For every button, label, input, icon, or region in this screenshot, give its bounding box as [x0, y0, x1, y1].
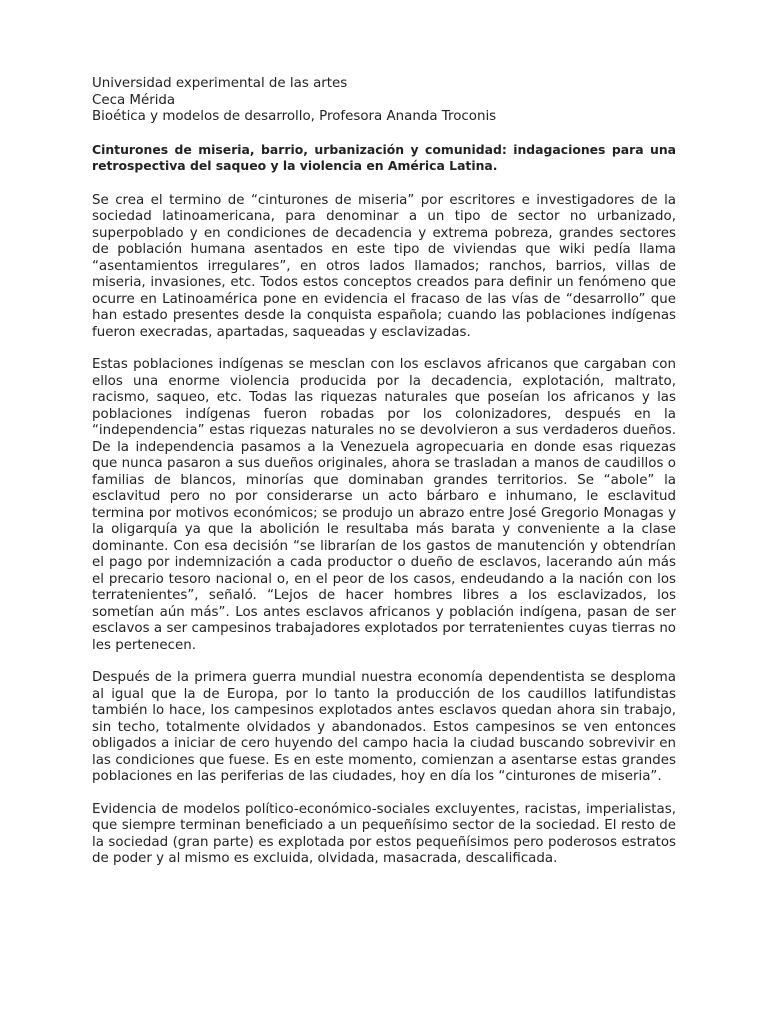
paragraph-3: Después de la primera guerra mundial nuestra economía dependentista se desploma al igual que la de Europa, por lo tanto la producción de los caudillos latifundistas también lo hace, los campesinos explotados antes esclavos quedan ahora sin trabajo, sin techo, totalmente olvidados y abandonados. Estos campesinos se ven entonces obligados a iniciar de cero huyendo del campo hacia la ciudad buscando sobrevivir en las condiciones que fuese. Es en este momento, comienzan a asentarse estas grandes poblaciones en las periferias de las ciudades, hoy en día los “cinturones de miseria”.	[92, 670, 676, 784]
paragraph-2: Estas poblaciones indígenas se mesclan con los esclavos africanos que cargaban con ellos una enorme violencia producida por la decadencia, explotación, maltrato, racismo, saqueo, etc. Todas las riquezas naturales que poseían los africanos y las poblaciones indígenas fueron robadas por los colonizadores, después en la “independencia” estas riquezas naturales no se devolvieron a sus verdaderos dueños. De la independencia pasamos a la Venezuela agropecuaria en donde esas riquezas que nunca pasaron a sus dueños originales, ahora se trasladan a manos de caudillos o familias de blancos, minorías que dominaban grandes territorios. Se “abole” la esclavitud pero no por considerarse un acto bárbaro e inhumano, le esclavitud termina por motivos económicos; se produjo un abrazo entre José Gregorio Monagas y la oligarquía ya que la abolición le resultaba más barata y conveniente a la clase dominante. Con esa decisión “se librarían de los gastos de manutención y obtendrían el pago por indemnización a cada productor o dueño de esclavos, lacerando aún más el precario tesoro nacional o, en el peor de los casos, endeudando a la nación con los terratenientes”, señaló. “Lejos de hacer hombres libres a los esclavizados, los sometían aún más”. Los antes esclavos africanos y población indígena, pasan de ser esclavos a ser campesinos trabajadores explotados por terratenientes cuyas tierras no les pertenecen.	[92, 357, 676, 653]
essay-title: Cinturones de miseria, barrio, urbanización y comunidad: indagaciones para una retrospectiva del saqueo y la violencia en América Latina.	[92, 141, 676, 173]
university-name: Universidad experimental de las artes	[92, 76, 348, 91]
campus-name: Ceca Mérida	[92, 92, 176, 108]
course-and-professor: Bioética y modelos de desarrollo, Profesora Ananda Troconis	[92, 109, 497, 124]
paragraph-1: Se crea el termino de “cinturones de miseria” por escritores e investigadores de la sociedad latinoamericana, para denominar a un tipo de sector no urbanizado, superpoblado y en condiciones de decadencia y extrema pobreza, grandes sectores de población humana asentados en este tipo de viviendas que wiki pedía llama “asentamientos irregulares”, en otros lados llamados; ranchos, barrios, villas de miseria, invasiones, etc. Todos estos conceptos creados para definir un fenómeno que ocurre en Latinoamérica pone en evidencia el fracaso de las vías de “desarrollo” que han estado presentes desde la conquista española; cuando las poblaciones indígenas fueron execradas, apartadas, saqueadas y esclavizadas.	[92, 192, 676, 340]
document-header	[92, 76, 676, 126]
document-page	[92, 76, 676, 868]
paragraph-4: Evidencia de modelos político-económico-sociales excluyentes, racistas, imperialistas, que siempre terminan beneficiado a un pequeñísimo sector de la sociedad. El resto de la sociedad (gran parte) es explotada por estos pequeñísimos pero poderosos estratos de poder y al mismo es excluida, olvidada, masacrada, descalificada.	[92, 801, 676, 866]
